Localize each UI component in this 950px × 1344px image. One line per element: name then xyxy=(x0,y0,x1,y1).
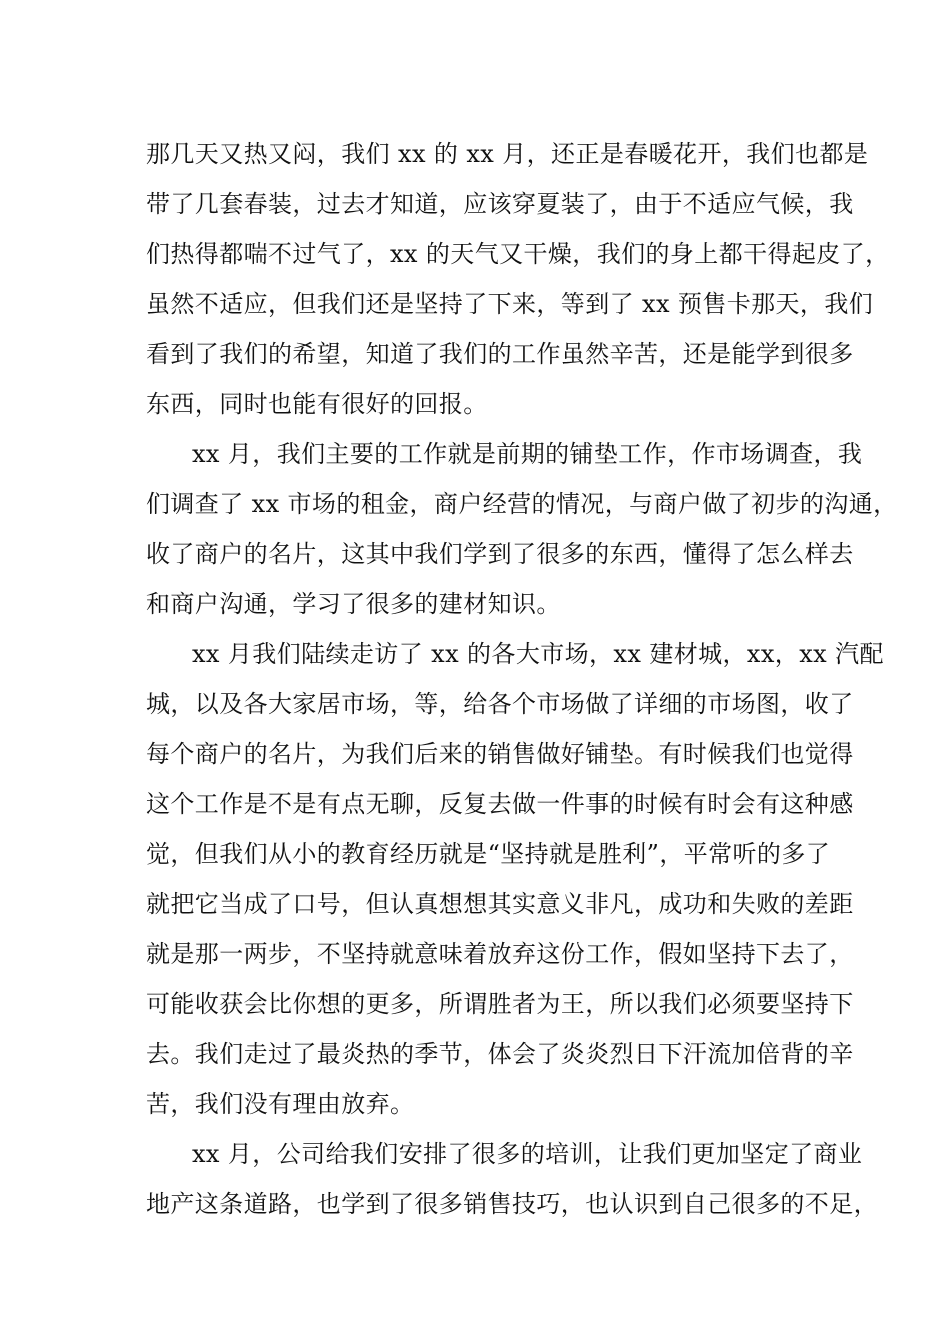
text-line: 带了几套春装，过去才知道，应该穿夏装了，由于不适应气候，我 xyxy=(146,190,854,218)
document-body xyxy=(146,129,898,1229)
text-line: 就是那一两步，不坚持就意味着放弃这份工作，假如坚持下去了， xyxy=(146,940,854,968)
text-line: 每个商户的名片，为我们后来的销售做好铺垫。有时候我们也觉得 xyxy=(146,740,854,768)
text-line: 地产这条道路，也学到了很多销售技巧，也认识到自己很多的不足， xyxy=(146,1190,878,1218)
text-line: 苦，我们没有理由放弃。 xyxy=(146,1090,415,1118)
text-line: 和商户沟通，学习了很多的建材知识。 xyxy=(146,590,561,618)
text-line: 收了商户的名片，这其中我们学到了很多的东西，懂得了怎么样去 xyxy=(146,540,854,568)
paragraph-start-line: xx 月我们陆续走访了 xx 的各大市场，xx 建材城，xx，xx 汽配 xyxy=(192,640,884,668)
text-line: 去。我们走过了最炎热的季节，体会了炎炎烈日下汗流加倍背的辛 xyxy=(146,1040,854,1068)
text-line: 城，以及各大家居市场，等，给各个市场做了详细的市场图，收了 xyxy=(146,690,854,718)
text-line: 虽然不适应，但我们还是坚持了下来，等到了 xx 预售卡那天，我们 xyxy=(146,290,874,318)
text-line: 东西，同时也能有很好的回报。 xyxy=(146,390,488,418)
paragraph-start-line: xx 月，我们主要的工作就是前期的铺垫工作，作市场调查，我 xyxy=(192,440,863,468)
text-line: 这个工作是不是有点无聊，反复去做一件事的时候有时会有这种感 xyxy=(146,790,854,818)
text-line: 可能收获会比你想的更多，所谓胜者为王，所以我们必须要坚持下 xyxy=(146,990,854,1018)
text-line: 就把它当成了口号，但认真想想其实意义非凡，成功和失败的差距 xyxy=(146,890,854,918)
text-line: 们热得都喘不过气了，xx 的天气又干燥，我们的身上都干得起皮了， xyxy=(146,240,890,268)
text-line: 们调查了 xx 市场的租金，商户经营的情况，与商户做了初步的沟通， xyxy=(146,490,898,518)
text-line: 觉，但我们从小的教育经历就是“坚持就是胜利”，平常听的多了 xyxy=(146,840,831,868)
paragraph-start-line: xx 月，公司给我们安排了很多的培训，让我们更加坚定了商业 xyxy=(192,1140,863,1168)
text-line: 看到了我们的希望，知道了我们的工作虽然辛苦，还是能学到很多 xyxy=(146,340,854,368)
text-line: 那几天又热又闷，我们 xx 的 xx 月，还正是春暖花开，我们也都是 xyxy=(146,140,869,168)
